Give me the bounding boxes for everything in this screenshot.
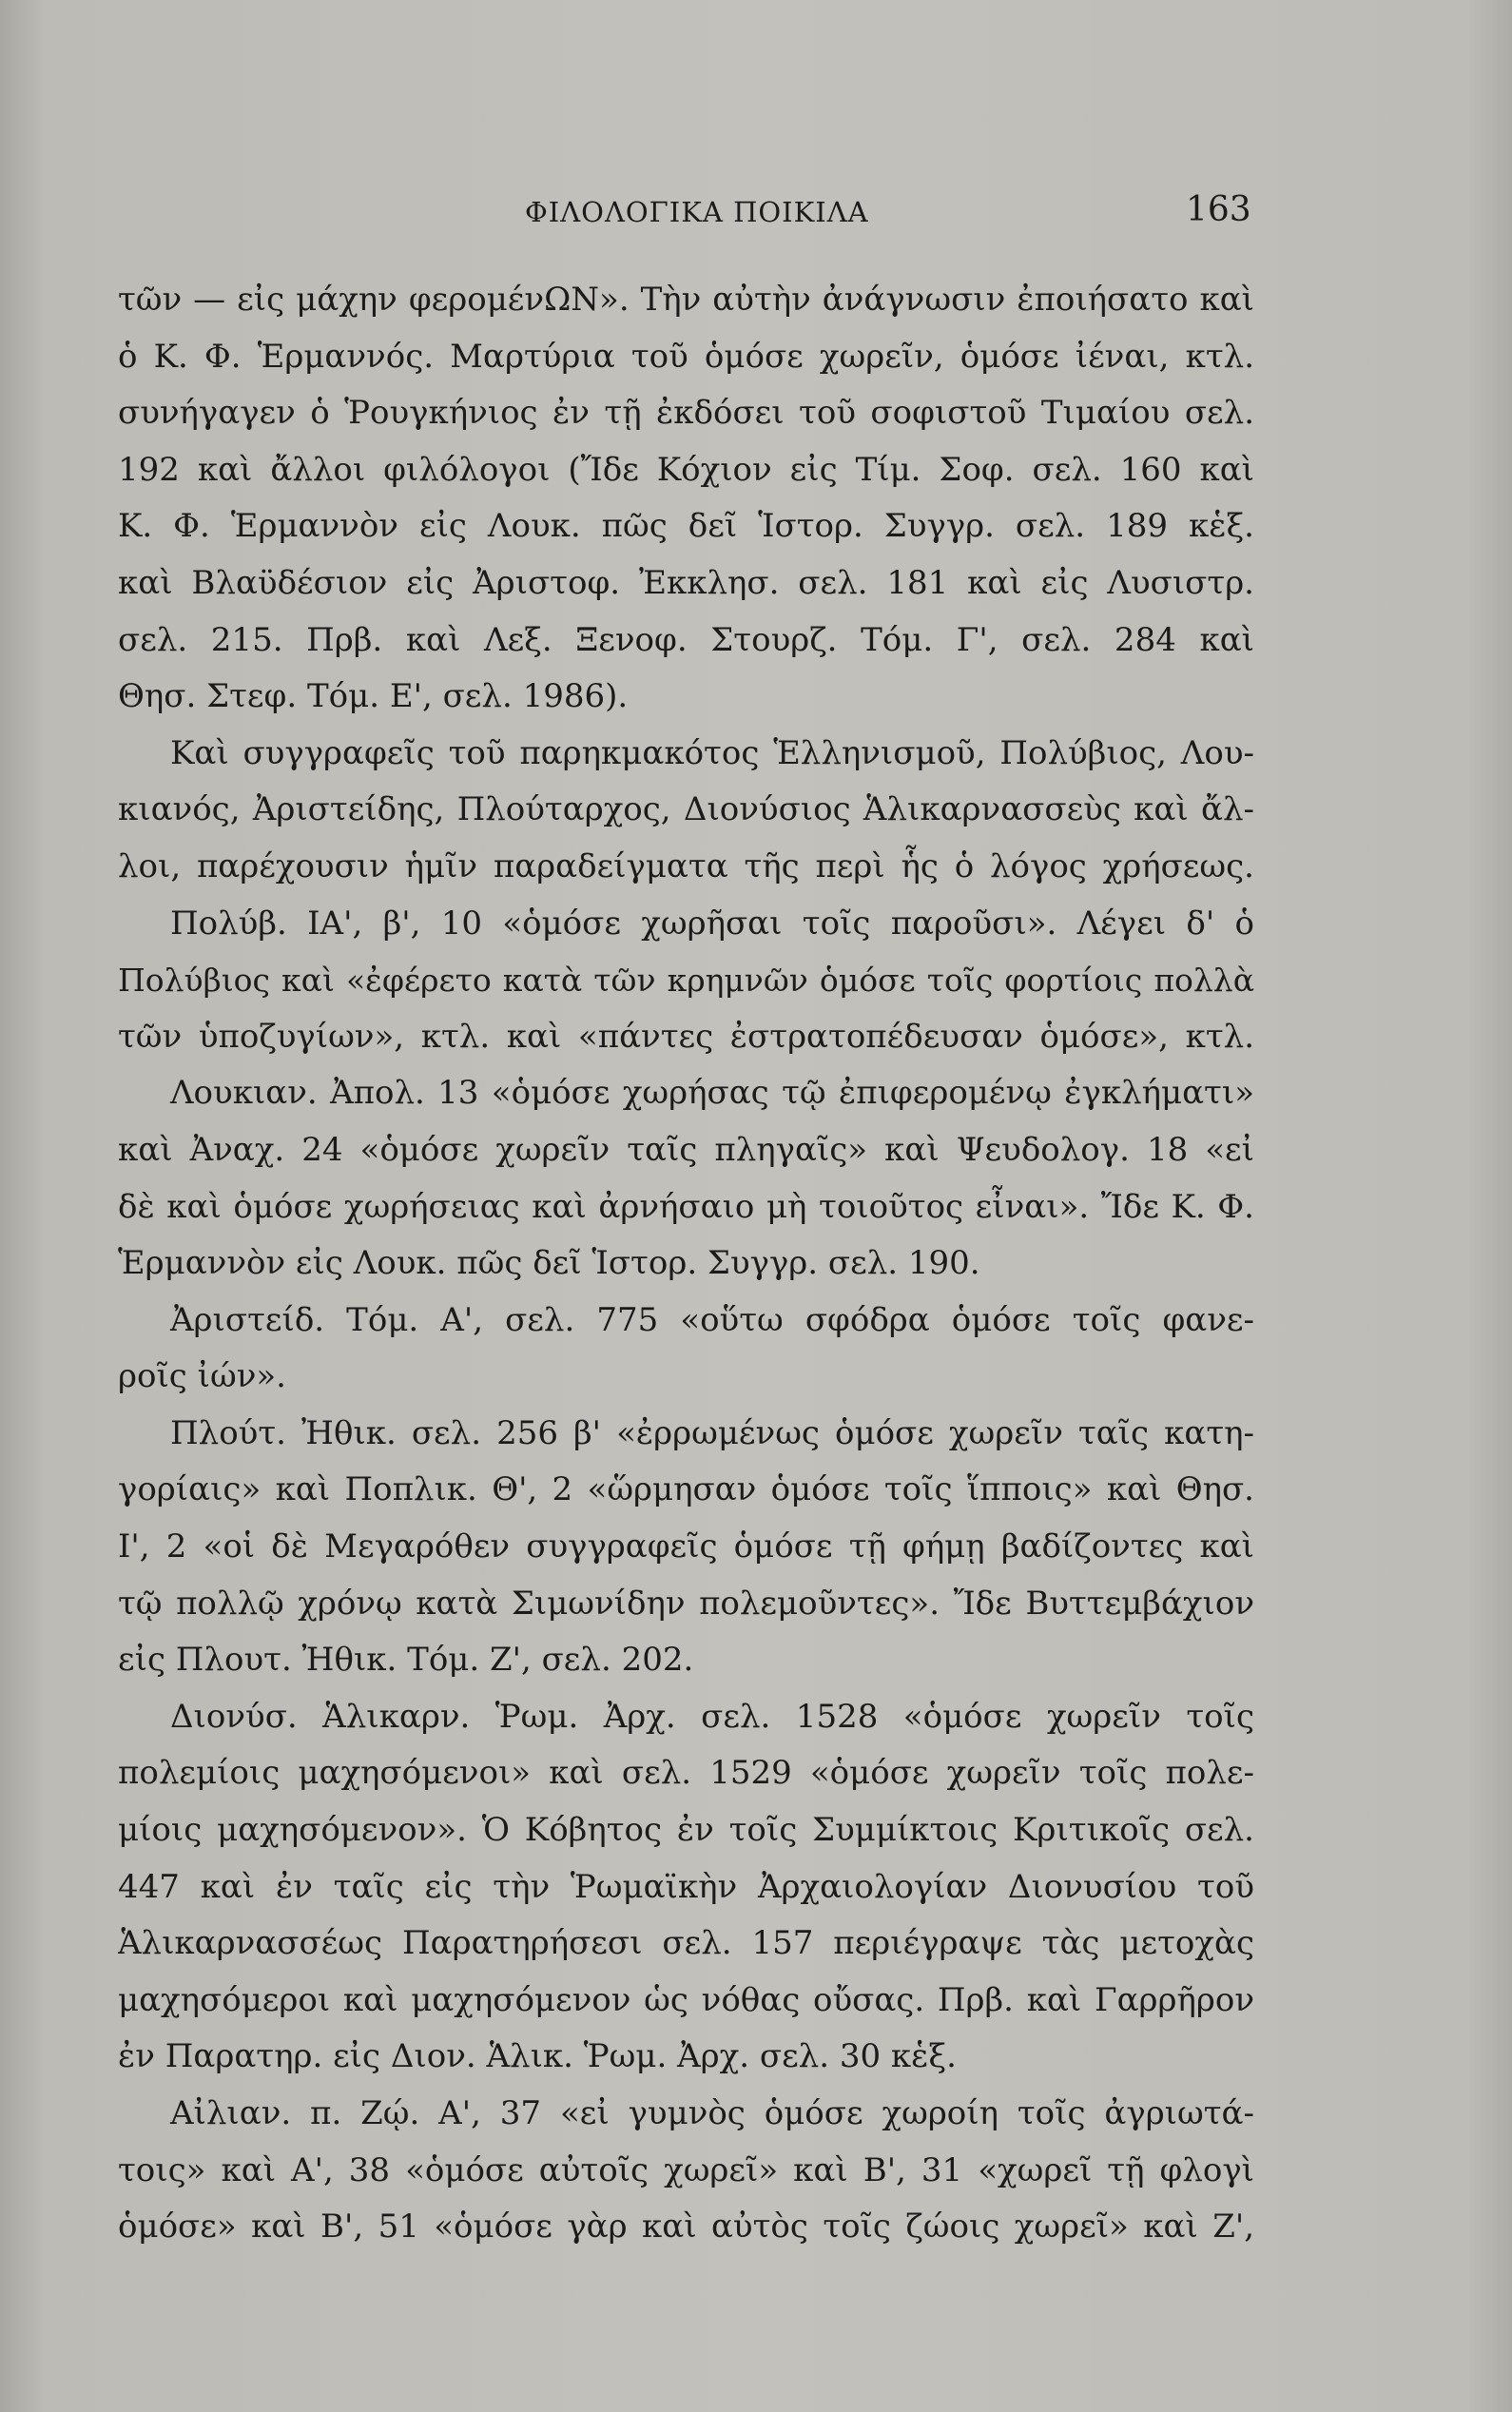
text-line: Κ. Φ. Ἑρμαννὸν εἰς Λουκ. πῶς δεῖ Ἱστορ. Συγγρ. σελ. 189 κἑξ. — [118, 507, 1254, 546]
text-line: τῶν ὑποζυγίων», κτλ. καὶ «πάντες ἐστρατοπέδευσαν ὁμόσε», κτλ. — [118, 1017, 1254, 1056]
text-line: δὲ καὶ ὁμόσε χωρήσειας καὶ ἀρνήσαιο μὴ τοιοῦτος εἶναι». Ἴδε Κ. Φ. — [118, 1187, 1254, 1226]
text-line: ὁ Κ. Φ. Ἑρμαννός. Μαρτύρια τοῦ ὁμόσε χωρεῖν, ὁμόσε ἰέναι, κτλ. — [118, 337, 1254, 376]
text-line: τοις» καὶ Α', 38 «ὁμόσε αὐτοῖς χωρεῖ» καὶ Β', 31 «χωρεῖ τῇ φλογὶ — [118, 2150, 1254, 2189]
running-head — [0, 190, 1512, 243]
text-line: Ἑρμαννὸν εἰς Λουκ. πῶς δεῖ Ἱστορ. Συγγρ. σελ. 190. — [118, 1244, 980, 1283]
text-line: Διονύσ. Ἁλικαρν. Ῥωμ. Ἀρχ. σελ. 1528 «ὁμόσε χωρεῖν τοῖς — [170, 1697, 1254, 1736]
text-line: εἰς Πλουτ. Ἠθικ. Τόμ. Ζ', σελ. 202. — [118, 1641, 694, 1680]
text-line: ροῖς ἰών». — [118, 1357, 286, 1396]
text-line: ὁμόσε» καὶ Β', 51 «ὁμόσε γὰρ καὶ αὐτὸς τοῖς ζώοις χωρεῖ» καὶ Ζ', — [118, 2208, 1254, 2247]
text-line: Πολύβιος καὶ «ἐφέρετο κατὰ τῶν κρημνῶν ὁμόσε τοῖς φορτίοις πολλὰ — [118, 962, 1254, 1000]
text-line: σελ. 215. Πρβ. καὶ Λεξ. Ξενοφ. Στουρζ. Τόμ. Γ', σελ. 284 καὶ — [118, 620, 1254, 659]
text-line: Ἁλικαρνασσέως Παρατηρήσεσι σελ. 157 περιέγραψε τὰς μετοχὰς — [118, 1924, 1254, 1963]
text-line: καὶ Ἀναχ. 24 «ὁμόσε χωρεῖν ταῖς πληγαῖς» καὶ Ψευδολογ. 18 «εἰ — [118, 1130, 1254, 1169]
text-line: Ι', 2 «οἱ δὲ Μεγαρόθεν συγγραφεῖς ὁμόσε τῇ φήμῃ βαδίζοντες καὶ — [118, 1527, 1254, 1566]
running-title: ΦΙΛΟΛΟΓΙΚΑ ΠΟΙΚΙΛΑ — [525, 196, 869, 228]
text-line: κιανός, Ἀριστείδης, Πλούταρχος, Διονύσιος Ἁλικαρνασσεὺς καὶ ἄλ- — [118, 790, 1254, 829]
text-line: 192 καὶ ἄλλοι φιλόλογοι (Ἴδε Κόχιον εἰς Τίμ. Σοφ. σελ. 160 καὶ — [118, 450, 1254, 489]
text-line: λοι, παρέχουσιν ἡμῖν παραδείγματα τῆς περὶ ἧς ὁ λόγος χρήσεως. — [118, 846, 1254, 885]
text-line: Πλούτ. Ἠθικ. σελ. 256 β' «ἐρρωμένως ὁμόσε χωρεῖν ταῖς κατη- — [170, 1413, 1254, 1452]
text-line: Θησ. Στεφ. Τόμ. Ε', σελ. 1986). — [118, 677, 629, 716]
text-line: μαχησόμεροι καὶ μαχησόμενον ὡς νόθας οὔσας. Πρβ. καὶ Γαρρῆρον — [118, 1980, 1254, 2019]
text-line: μίοις μαχησόμενον». Ὁ Κόβητος ἐν τοῖς Συμμίκτοις Κριτικοῖς σελ. — [118, 1811, 1254, 1850]
text-line: καὶ Βλαϋδέσιον εἰς Ἀριστοφ. Ἐκκλησ. σελ. 181 καὶ εἰς Λυσιστρ. — [118, 563, 1254, 602]
text-line: Καὶ συγγραφεῖς τοῦ παρηκμακότος Ἑλληνισμοῦ, Πολύβιος, Λου- — [170, 733, 1254, 772]
text-line: ἐν Παρατηρ. εἰς Διον. Ἁλικ. Ῥωμ. Ἀρχ. σελ. 30 κἑξ. — [118, 2037, 957, 2076]
text-line: Ἀριστείδ. Τόμ. Α', σελ. 775 «οὕτω σφόδρα ὁμόσε τοῖς φανε- — [170, 1300, 1254, 1339]
body-text — [118, 272, 1254, 2256]
text-line: γορίαις» καὶ Ποπλικ. Θ', 2 «ὥρμησαν ὁμόσε τοῖς ἵπποις» καὶ Θησ. — [118, 1470, 1254, 1509]
text-line: Λουκιαν. Ἀπολ. 13 «ὁμόσε χωρήσας τῷ ἐπιφερομένῳ ἐγκλήματι» — [170, 1074, 1254, 1113]
text-line: 447 καὶ ἐν ταῖς εἰς τὴν Ῥωμαϊκὴν Ἀρχαιολογίαν Διονυσίου τοῦ — [118, 1867, 1254, 1906]
text-line: Αἰλιαν. π. Ζῴ. Α', 37 «εἰ γυμνὸς ὁμόσε χωροίη τοῖς ἀγριωτά- — [170, 2094, 1254, 2132]
text-line: τῶν — εἰς μάχην φερομένΩΝ». Τὴν αὐτὴν ἀνάγνωσιν ἐποιήσατο καὶ — [118, 281, 1254, 319]
text-line: πολεμίοις μαχησόμενοι» καὶ σελ. 1529 «ὁμόσε χωρεῖν τοῖς πολε- — [118, 1754, 1254, 1793]
page-number: 163 — [1186, 190, 1251, 229]
text-line: Πολύβ. ΙΑ', β', 10 «ὁμόσε χωρῆσαι τοῖς παροῦσι». Λέγει δ' ὁ — [170, 904, 1254, 943]
text-line: τῷ πολλῷ χρόνῳ κατὰ Σιμωνίδην πολεμοῦντες». Ἴδε Βυττεμβάχιον — [118, 1584, 1254, 1623]
text-line: συνήγαγεν ὁ Ῥουγκήνιος ἐν τῇ ἐκδόσει τοῦ σοφιστοῦ Τιμαίου σελ. — [118, 394, 1254, 433]
